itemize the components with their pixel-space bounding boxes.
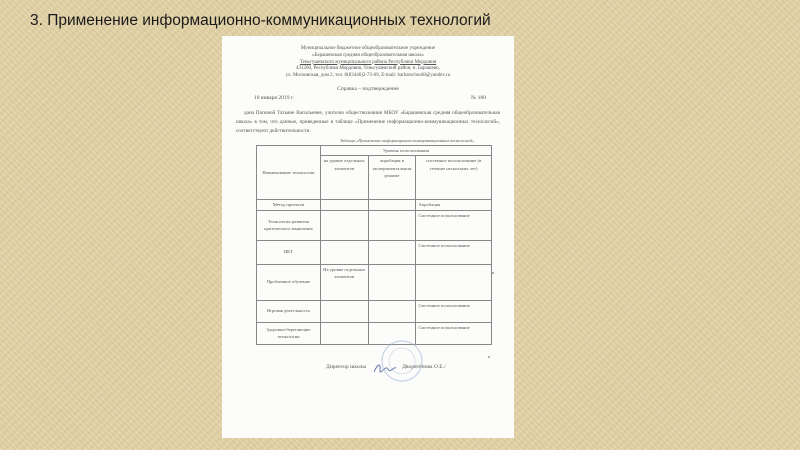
document-title: Справка – подтверждение [337, 85, 399, 92]
technology-cell: Здоровьесберегающие технологии [257, 322, 321, 344]
document-footer [326, 361, 500, 375]
column-header-level-2: апробация в экспериментальном режиме [368, 156, 416, 200]
level-cell: Системное использование [416, 322, 492, 344]
slide-title: 3. Применение информационно-коммуникационных технологий [30, 12, 491, 29]
level-cell [320, 200, 368, 210]
scan-speck [492, 272, 494, 274]
scanned-document [222, 36, 514, 438]
technology-cell: ИКТ [257, 240, 321, 264]
table-row [257, 200, 492, 210]
table-row [257, 210, 492, 240]
table-header-row [257, 146, 492, 156]
level-cell [416, 264, 492, 300]
table-row [257, 264, 492, 300]
table-row [257, 300, 492, 322]
technology-table [256, 145, 492, 344]
column-header-technology: Наименование технологии [257, 146, 321, 200]
level-cell [320, 300, 368, 322]
table-row [257, 240, 492, 264]
director-name: Дворятёнова О.Е./ [402, 363, 446, 370]
level-cell: На уровне отдельных элементов [320, 264, 368, 300]
table-caption: Таблица «Применение информационно-коммуникационных технологий» [339, 138, 474, 144]
level-cell [320, 240, 368, 264]
header-line: Теньгушевского муниципального района Республики Мордовия [299, 59, 437, 65]
table-row [257, 322, 492, 344]
level-cell: Апробация [416, 200, 492, 210]
level-cell [320, 210, 368, 240]
level-cell: Системное использование [416, 210, 492, 240]
document-header [236, 46, 500, 80]
column-header-level-1: на уровне отдельных элементов [320, 156, 368, 200]
header-line: Муниципальное бюджетное общеобразовательное учреждение [300, 46, 436, 51]
director-title: Директор школы [326, 363, 367, 370]
document-number: № 180 [470, 95, 486, 102]
level-cell [368, 264, 416, 300]
header-line: «Барашевская средняя общеобразовательная школа» [312, 52, 424, 58]
technology-cell: Метод проектов [257, 200, 321, 210]
technology-cell: Технология развития критического мышления [257, 210, 321, 240]
technology-cell: Игровая деятельность [257, 300, 321, 322]
date-row [254, 95, 486, 103]
school-stamp-icon [380, 339, 424, 383]
column-header-level: Уровень использования [320, 146, 491, 156]
level-cell [368, 200, 416, 210]
level-cell [368, 210, 416, 240]
document-body: дана Поповой Татьяне Васильевне, учителю обществознания МБОУ «Барашевская средняя общеобразовательная школа» в том, что данные, приведенные в таблице «Применение информационно-коммуникационных технологий», соответствуют действительности. [236, 109, 500, 134]
level-cell: Системное использование [416, 240, 492, 264]
header-line: ул. Московская, дом 2, тел. 8(83446)2-73-69, E-mail: barbarschool8@yandex.ru [285, 73, 451, 78]
column-header-level-3: системное использование (в течение нескольких лет) [416, 156, 492, 200]
header-line: 431200, Республика Мордовия, Теньгушевский район, п. Барашево, [296, 66, 440, 72]
scan-speck [488, 356, 490, 358]
level-cell [368, 240, 416, 264]
technology-cell: Проблемное обучение [257, 264, 321, 300]
level-cell [320, 322, 368, 344]
document-date: 10 января 2019 г. [254, 95, 295, 102]
level-cell: Системное использование [416, 300, 492, 322]
level-cell [368, 300, 416, 322]
